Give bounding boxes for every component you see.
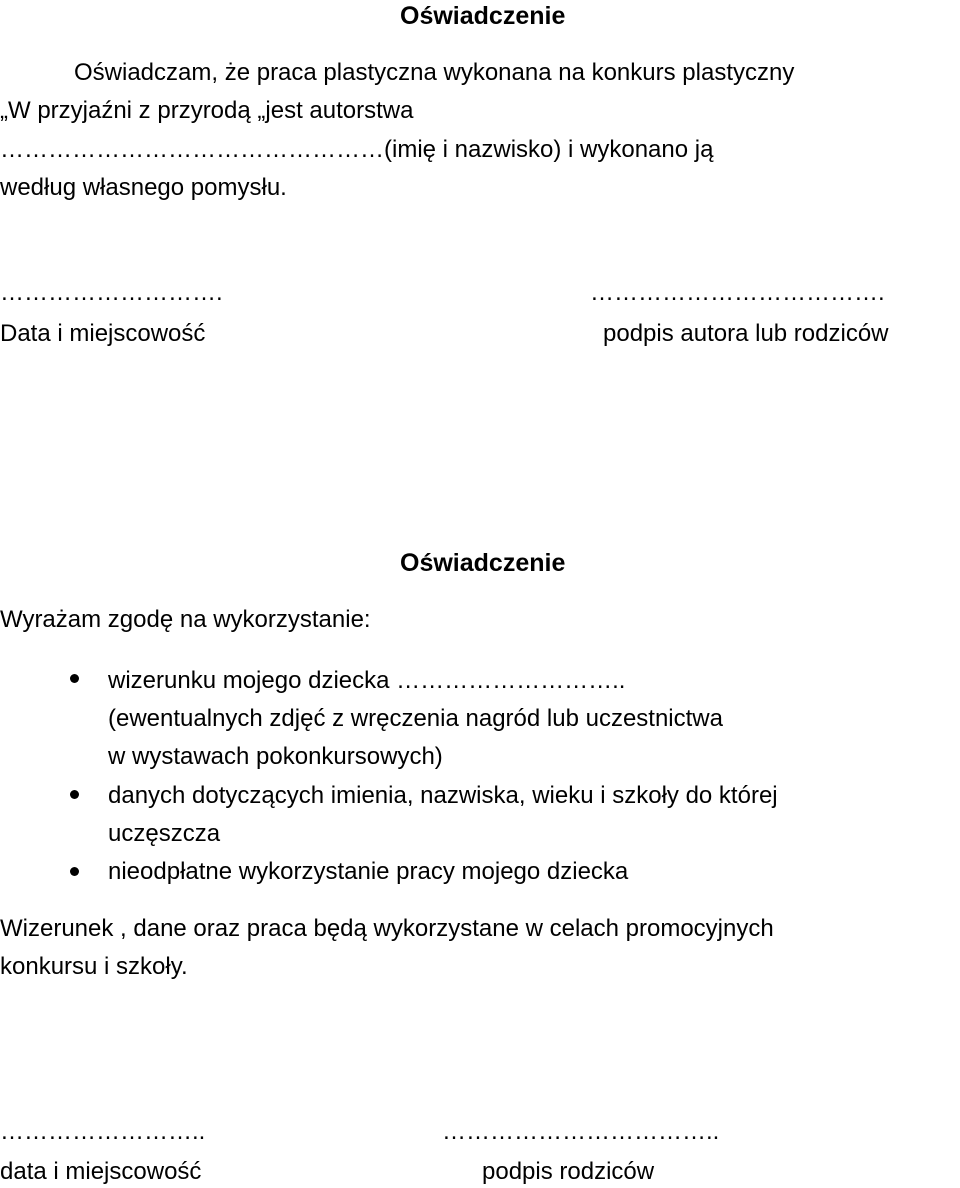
statement2-date-dots: …………………….. [0, 1118, 206, 1145]
list-item-line: uczęszcza [108, 820, 221, 847]
list-item-line: (ewentualnych zdjęć z wręczenia nagród lub uczestnictwa [108, 705, 723, 732]
consent-intro: Wyrażam zgodę na wykorzystanie: [0, 606, 371, 633]
closing-line: Wizerunek , dane oraz praca będą wykorzystane w celach promocyjnych [0, 915, 774, 942]
statement2-signature-dots: …………………………….. [442, 1118, 720, 1145]
list-item-line: wizerunku mojego dziecka ……………………….. [108, 667, 626, 694]
statement2-date-label: data i miejscowość [0, 1158, 202, 1185]
list-item-line: w wystawach pokonkursowych) [108, 743, 443, 770]
bullet-icon [70, 674, 79, 683]
closing-line: konkursu i szkoły. [0, 953, 188, 980]
statement1-line: według własnego pomysłu. [0, 174, 287, 201]
bullet-icon [70, 790, 79, 799]
statement1-signature-label: podpis autora lub rodziców [603, 320, 889, 347]
statement1-line: „W przyjaźni z przyrodą „jest autorstwa [0, 97, 414, 124]
statement1-date-label: Data i miejscowość [0, 320, 206, 347]
statement2-signature-label: podpis rodziców [482, 1158, 655, 1185]
list-item-line: danych dotyczących imienia, nazwiska, wieku i szkoły do której [108, 782, 778, 809]
statement1-title: Oświadczenie [400, 2, 566, 30]
statement1-signature-dots: ………………………………. [590, 279, 885, 306]
bullet-icon [70, 867, 79, 876]
statement2-title: Oświadczenie [400, 549, 566, 577]
list-item-line: nieodpłatne wykorzystanie pracy mojego dziecka [108, 858, 629, 885]
statement1-line: …………………………………………(imię i nazwisko) i wykonano ją [0, 136, 714, 163]
statement1-line: Oświadczam, że praca plastyczna wykonana na konkurs plastyczny [74, 59, 795, 86]
statement1-date-dots: ………………………. [0, 279, 223, 306]
